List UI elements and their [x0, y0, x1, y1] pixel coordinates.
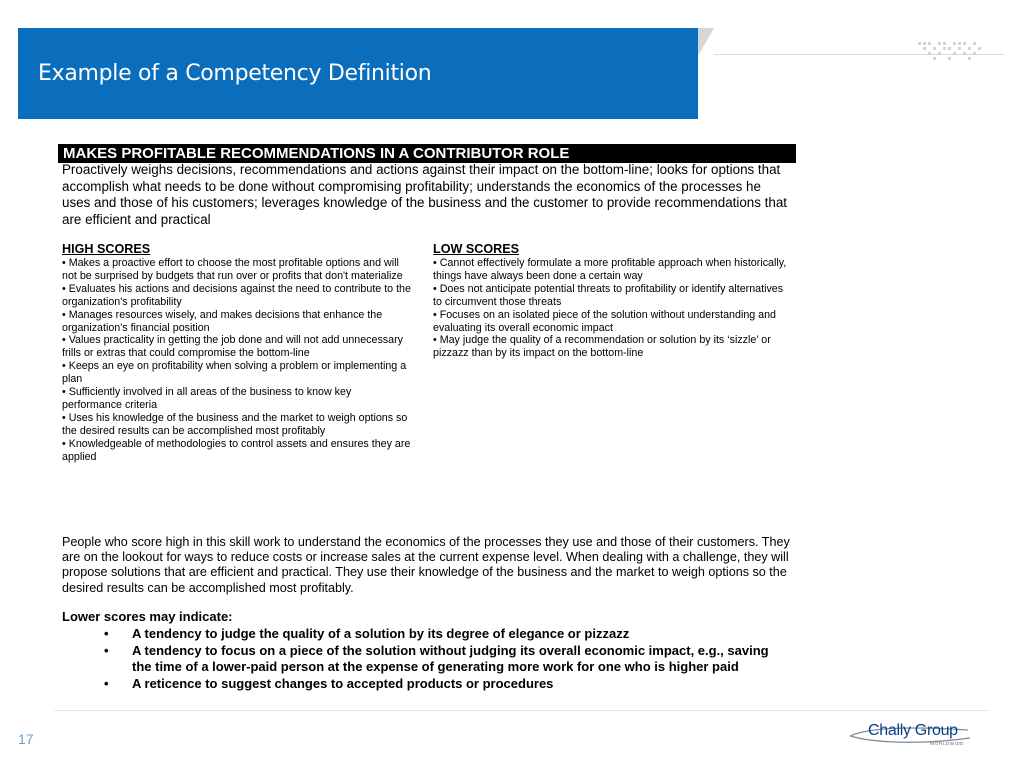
competency-header-bar — [58, 144, 796, 163]
low-score-item: • Focuses on an isolated piece of the solution without understanding and evaluating its overall economic impact — [433, 308, 777, 334]
low-scores-heading: LOW SCORES — [433, 242, 520, 256]
lower-score-item: A reticence to suggest changes to accepted products or procedures — [132, 675, 554, 691]
high-score-item: • Uses his knowledge of the business and the market to weigh options so the desired results can be accomplished most profitably — [62, 411, 408, 437]
logo-tagline: WORLDWIDE — [930, 741, 964, 746]
high-score-item: • Evaluates his actions and decisions against the need to contribute to the organization's profitability — [62, 282, 411, 308]
high-score-item: • Keeps an eye on profitability when solving a problem or implementing a plan — [62, 360, 407, 386]
lower-score-item: A tendency to judge the quality of a solution by its degree of elegance or pizzazz — [132, 626, 630, 641]
bullet-icon: • — [104, 642, 109, 658]
high-score-item: • Values practicality in getting the job done and will not add unnecessary frills or extras that could compromise the bottom-line — [62, 334, 404, 360]
lower-scores-heading: Lower scores may indicate: — [62, 609, 233, 624]
high-score-summary: People who score high in this skill work to understand the economics of the processes they use and those of their customers. They are on the lookout for ways to reduce costs or increase sales at the current expense level. When dealing with a challenge, they will propose solutions that are efficient and practical. They use their knowledge of the business and the market to weigh options so the desired results can be accomplished most profitably. — [62, 535, 790, 595]
slide-title: Example of a Competency Definition — [38, 61, 432, 86]
low-score-item: • Does not anticipate potential threats to profitability or identify alternatives to circumvent those threats — [433, 282, 784, 308]
list-item — [100, 626, 780, 642]
competency-definition: Proactively weighs decisions, recommendations and actions against their impact on the bottom-line; looks for options that accomplish what needs to be done without compromising profitability; understands the economics of the processes he uses and those of his customers; leverages knowledge of the business and the customer to provide recommendations that are efficient and practical — [62, 162, 787, 227]
competency-heading: MAKES PROFITABLE RECOMMENDATIONS IN A CONTRIBUTOR ROLE — [63, 145, 570, 162]
lower-score-item: A tendency to focus on a piece of the solution without judging its overall economic impact, e.g., saving the time of a lower-paid person at the expense of generating more work for one who is higher paid — [132, 642, 769, 675]
low-scores-column — [433, 242, 793, 360]
list-item — [100, 643, 780, 676]
low-score-item: • May judge the quality of a recommendation or solution by its ‘sizzle’ or pizzazz than by its impact on the bottom-line — [433, 334, 771, 360]
bullet-icon: • — [104, 675, 109, 691]
bottom-divider — [54, 710, 990, 711]
high-score-item: • Knowledgeable of methodologies to control assets and ensures they are applied — [62, 437, 411, 463]
lower-scores-list — [100, 626, 780, 693]
bullet-icon: • — [104, 626, 109, 641]
high-score-item: • Sufficiently involved in all areas of the business to know key performance criteria — [62, 386, 352, 411]
logo-name: Chally Group — [868, 722, 958, 739]
high-score-item: • Manages resources wisely, and makes decisions that enhance the organization's financial position — [62, 308, 383, 334]
low-score-item: • Cannot effectively formulate a more profitable approach when historically, things have always been done a certain way — [433, 257, 787, 282]
high-score-item: • Makes a proactive effort to choose the most profitable options and will not be surprised by budgets that run over or profits that don't materialize — [62, 257, 403, 282]
chally-group-logo — [848, 720, 972, 750]
page-number: 17 — [18, 731, 34, 747]
list-item — [100, 676, 780, 692]
high-scores-column — [62, 242, 412, 464]
high-scores-heading: HIGH SCORES — [62, 242, 151, 256]
